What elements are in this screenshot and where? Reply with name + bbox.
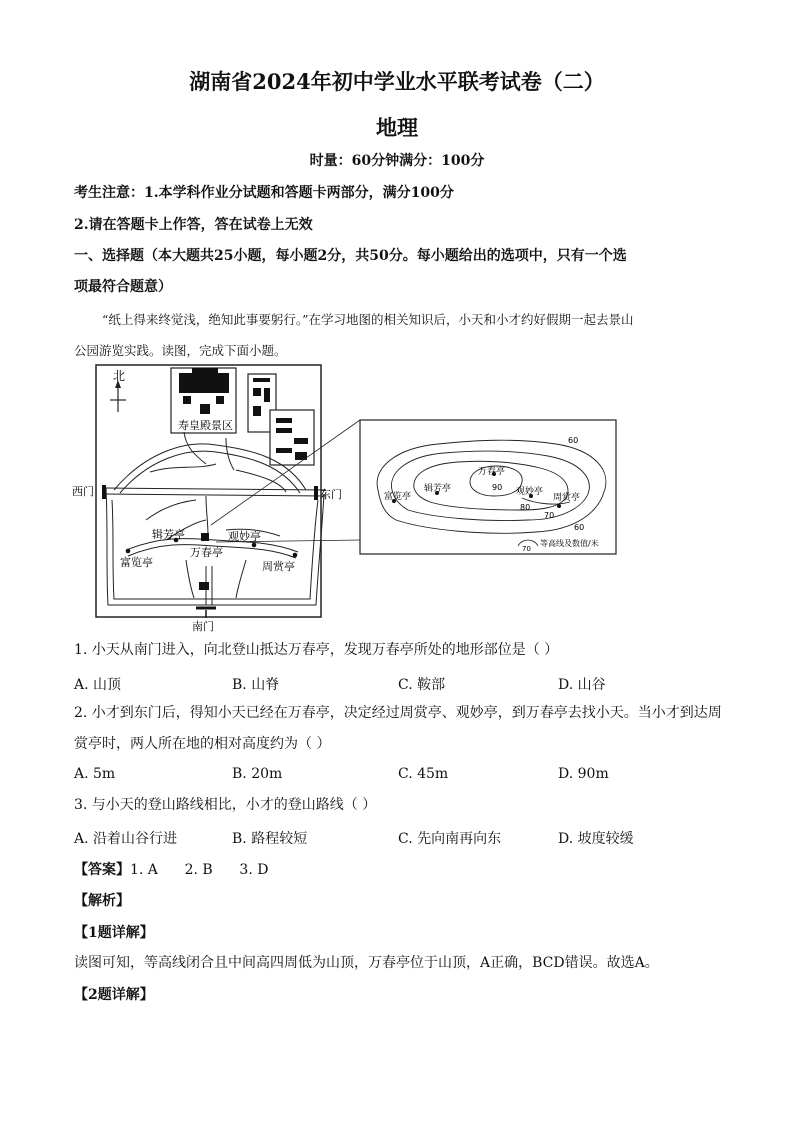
q1-option-c: C. 鞍部	[398, 677, 446, 693]
subject-title: 地理	[376, 115, 418, 140]
q1-option-a: A. 山顶	[74, 677, 122, 693]
q2-detail-tag: 【2题详解】	[74, 987, 154, 1003]
contour-60-top: 60	[568, 436, 579, 445]
answer-line	[74, 859, 268, 879]
q3-option-a: A. 沿着山谷行进	[74, 831, 178, 847]
q3-option-c: C. 先向南再向东	[398, 831, 502, 847]
legend-text: 等高线及数值/米	[540, 539, 599, 548]
answer-text: 1. A 2. B 3. D	[130, 862, 269, 878]
north-label: 北	[113, 369, 126, 383]
wanchun-label: 万春亭	[190, 546, 223, 559]
q1-detail-tag: 【1题详解】	[74, 925, 154, 941]
south-gate-label: 南门	[192, 620, 214, 633]
intro-line-1: “纸上得来终觉浅，绝知此事要躬行。”在学习地图的相关知识后，小天和小才约好假期一起去景山	[102, 312, 634, 327]
north-arrow	[110, 380, 126, 412]
q2-option-b: B. 20m	[232, 766, 283, 782]
inset-zhoushang-label: 周赏亭	[553, 493, 581, 503]
inset-wanchun-label: 万春亭	[478, 467, 506, 477]
legend-value: 70	[522, 545, 531, 553]
inset-guanmiao-label: 观妙亭	[516, 487, 544, 497]
guanmiao-label: 观妙亭	[228, 530, 261, 543]
fulan-label: 富览亭	[120, 556, 153, 569]
q2-option-c: C. 45m	[398, 766, 449, 782]
zhoushang-label: 周赏亭	[262, 560, 295, 573]
shouhuang-label: 寿皇殿景区	[178, 419, 233, 432]
q1-option-d: D. 山谷	[558, 677, 606, 693]
q3-option-b: B. 路程较短	[232, 831, 308, 847]
inset-fulan-label: 富览亭	[384, 492, 412, 502]
question-3-stem: 3. 与小天的登山路线相比，小才的登山路线（ ）	[74, 797, 377, 813]
inset-jifang-label: 辑芳亭	[424, 484, 452, 494]
west-gate-label: 西门	[72, 485, 94, 498]
jifang-label: 辑芳亭	[152, 528, 185, 541]
question-1-stem: 1. 小天从南门进入，向北登山抵达万春亭，发现万春亭所处的地形部位是（ ）	[74, 642, 559, 658]
answer-tag: 【答案】	[74, 862, 130, 878]
notice-line-1: 考生注意：1.本学科作业分试题和答题卡两部分，满分100分	[74, 185, 454, 201]
exam-title: 湖南省2024年初中学业水平联考试卷（二）	[189, 69, 605, 94]
analysis-tag: 【解析】	[74, 893, 130, 909]
notice-line-2: 2.请在答题卡上作答，答在试卷上无效	[74, 217, 313, 233]
q2-option-d: D. 90m	[558, 766, 609, 782]
contour-70: 70	[544, 511, 555, 520]
q3-option-d: D. 坡度较缓	[558, 831, 634, 847]
q1-detail-text: 读图可知，等高线闭合且中间高四周低为山顶，万春亭位于山顶，A正确，BCD错误。故选A。	[74, 955, 659, 971]
contour-90: 90	[492, 483, 503, 492]
q2-option-a: A. 5m	[74, 766, 116, 782]
intro-line-2: 公园游览实践。读图，完成下面小题。	[74, 343, 287, 358]
contour-60-bottom: 60	[574, 523, 585, 532]
question-2-stem-line-1: 2. 小才到东门后，得知小天已经在万春亭，决定经过周赏亭、观妙亭，到万春亭去找小天。当小才到达周	[74, 705, 722, 721]
section-heading-line-2: 项最符合题意）	[74, 279, 172, 295]
question-2-stem-line-2: 赏亭时，两人所在地的相对高度约为（ ）	[74, 736, 331, 752]
q1-option-b: B. 山脊	[232, 677, 280, 693]
section-heading-line-1: 一、选择题（本大题共25小题，每小题2分，共50分。每小题给出的选项中，只有一个选	[74, 248, 627, 264]
contour-80: 80	[520, 503, 531, 512]
time-score: 时量：60分钟满分：100分	[309, 153, 485, 169]
park-map	[66, 360, 626, 635]
east-gate-label: 东门	[320, 488, 342, 501]
